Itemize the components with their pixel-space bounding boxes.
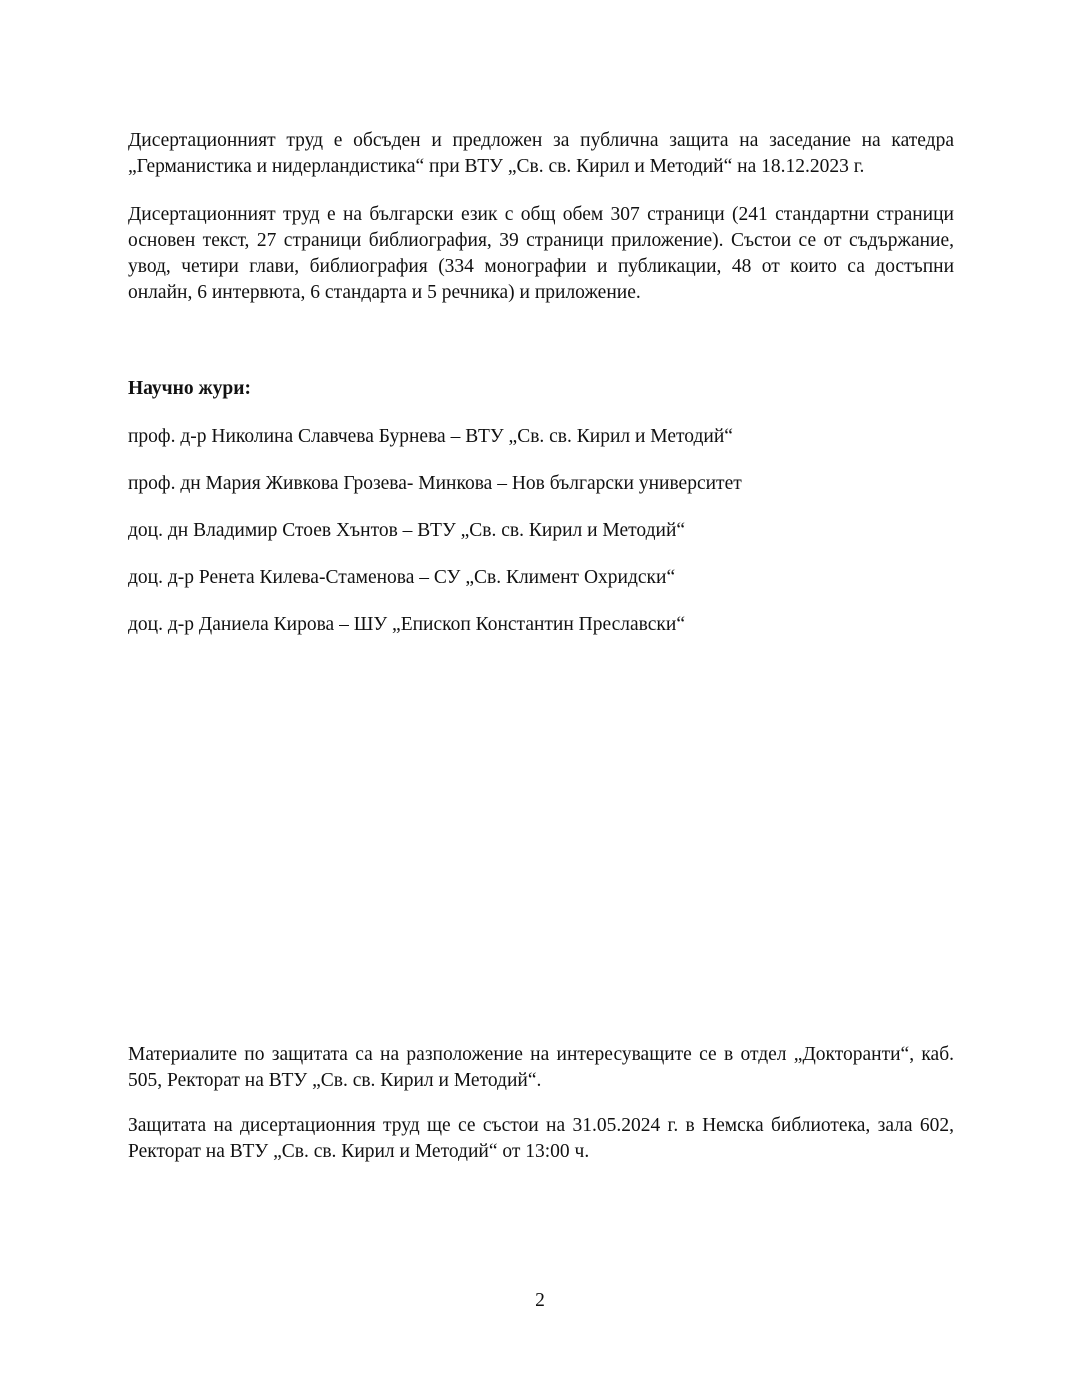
discussion-paragraph: Дисертационният труд е обсъден и предложен за публична защита на заседание на катедра „Германистика и нидерландистика“ при ВТУ „Св. св. Кирил и Методий“ на 18.12.2023 г. [128,130,954,177]
materials-paragraph: Материалите по защитата са на разположение на интересуващите се в отдел „Докторанти“, каб. 505, Ректорат на ВТУ „Св. св. Кирил и Методий“. [128,1044,954,1091]
volume-paragraph: Дисертационният труд е на български език с общ обем 307 страници (241 стандартни страници основен текст, 27 страници библиография, 39 страници приложение). Състои се от съдържание, увод, четири глави, библиография (334 монографии и публикации, 48 от които са достъпни онлайн, 6 интервюта, 6 стандарта и 5 речника) и приложение. [128,204,954,303]
jury-member: проф. дн Мария Живкова Грозева- Минкова – Нов български университет [128,473,742,494]
jury-heading: Научно жури: [128,378,251,399]
defense-paragraph: Защитата на дисертационния труд ще се състои на 31.05.2024 г. в Немска библиотека, зала 602, Ректорат на ВТУ „Св. св. Кирил и Методий“ от 13:00 ч. [128,1115,954,1162]
jury-member: доц. дн Владимир Стоев Хънтов – ВТУ „Св. св. Кирил и Методий“ [128,520,686,541]
jury-member: доц. д-р Даниела Кирова – ШУ „Епископ Константин Преславски“ [128,614,685,635]
jury-member: проф. д-р Николина Славчева Бурнева – ВТУ „Св. св. Кирил и Методий“ [128,426,733,447]
jury-member: доц. д-р Ренета Килева-Стаменова – СУ „Св. Климент Охридски“ [128,567,676,588]
page-number: 2 [535,1290,545,1311]
